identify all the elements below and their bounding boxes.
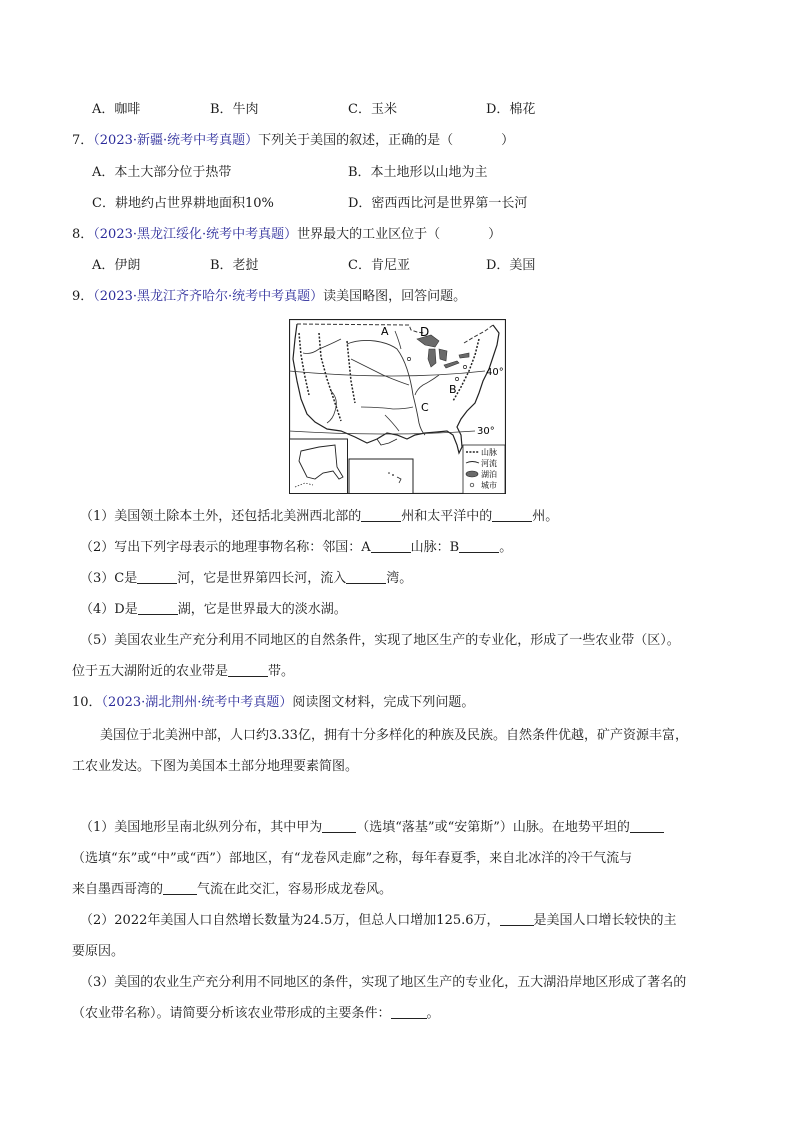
q8-option-c[interactable]: C．肯尼亚 — [348, 258, 410, 273]
q9-sub1-text-a: （1）美国领土除本土外，还包括北美洲西北部的 — [80, 509, 362, 524]
q9-sub1-text-c: 州。 — [532, 509, 559, 524]
q10-sub2-text-a: （2）2022年美国人口自然增长数量为24.5万，但总人口增加125.6万， — [80, 913, 500, 928]
lat-30-label: 30° — [477, 426, 495, 437]
q10-sub2-blank-1[interactable] — [500, 912, 534, 926]
q9-sub3-text-c: 湾。 — [386, 571, 413, 586]
q9-sub2-text-c: 。 — [499, 540, 513, 555]
q9-sub4-blank-1[interactable] — [138, 601, 178, 615]
q8-option-b[interactable]: B．老挝 — [210, 258, 259, 273]
q8-number: 8． — [72, 227, 94, 242]
q10-number: 10． — [72, 695, 102, 710]
q6-option-a[interactable]: A．咖啡 — [92, 102, 141, 117]
q7-option-d[interactable]: D．密西西比河是世界第一长河 — [348, 196, 528, 211]
map-label-d: D — [420, 325, 430, 339]
q6-option-b[interactable]: B．牛肉 — [210, 102, 259, 117]
q9-sub5-line1: （5）美国农业生产充分利用不同地区的自然条件，实现了地区生产的专业化，形成了一些农业带（区）。 — [80, 633, 680, 648]
q6-option-c[interactable]: C．玉米 — [348, 102, 397, 117]
q7-text-end: ） — [501, 133, 515, 148]
q8-text-end: ） — [488, 227, 502, 242]
q10-sub3-blank-1[interactable] — [391, 1005, 427, 1019]
q9-sub2-text-a: （2）写出下列字母表示的地理事物名称：邻国：A — [80, 540, 371, 555]
q7-option-c[interactable]: C．耕地约占世界耕地面积10% — [92, 196, 274, 211]
q7-option-b[interactable]: B．本土地形以山地为主 — [348, 165, 488, 180]
q10-stem — [72, 694, 474, 712]
q10-sub1-line1 — [80, 819, 664, 837]
q9-sub3-text-a: （3）C是 — [80, 571, 138, 586]
q9-sub5-line2 — [72, 663, 294, 681]
q10-sub2-line2: 要原因。 — [72, 944, 125, 959]
map-label-a: A — [381, 325, 389, 338]
q8-option-a[interactable]: A．伊朗 — [92, 258, 141, 273]
q9-sub4 — [80, 601, 347, 619]
q9-sub4-text-a: （4）D是 — [80, 602, 138, 617]
legend-river-label: 河流 — [481, 459, 497, 468]
q9-sub3-text-b: 河，它是世界第四长河，流入 — [177, 571, 347, 586]
q9-number: 9． — [72, 289, 94, 304]
q10-text: 阅读图文材料，完成下列问题。 — [292, 695, 475, 710]
q10-sub1-text-b: （选填“落基”或“安第斯”）山脉。在地势平坦的 — [356, 820, 630, 835]
lake-huron — [439, 349, 447, 361]
usa-sketch-map — [289, 319, 506, 494]
q8-text: 世界最大的工业区位于（ — [297, 227, 441, 242]
q9-stem — [72, 288, 466, 306]
q7-source: （2023·新疆·统考中考真题） — [93, 133, 259, 148]
q7-option-a[interactable]: A．本土大部分位于热带 — [92, 165, 232, 180]
legend-lake-symbol — [466, 471, 478, 477]
q9-source: （2023·黑龙江齐齐哈尔·统考中考真题） — [93, 289, 324, 304]
q9-sub2-text-b: 山脉：B — [410, 540, 460, 555]
q10-sub1-blank-1[interactable] — [322, 819, 356, 833]
q10-sub1-line3 — [72, 881, 392, 899]
q9-sub5-text-a: 位于五大湖附近的农业带是 — [72, 664, 229, 679]
q8-stem — [72, 226, 501, 244]
q10-sub3-line2 — [72, 1005, 440, 1023]
q10-sub1-text-c: 来自墨西哥湾的 — [72, 882, 164, 897]
q6-option-d[interactable]: D．棉花 — [486, 102, 536, 117]
legend-city-label: 城市 — [481, 481, 497, 490]
map-label-b: B — [449, 383, 457, 396]
q9-sub3-blank-1[interactable] — [137, 570, 177, 584]
q9-sub5-blank-1[interactable] — [228, 663, 268, 677]
q9-sub2-blank-2[interactable] — [459, 539, 499, 553]
q10-source: （2023·湖北荆州·统考中考真题） — [101, 695, 293, 710]
q9-sub1-text-b: 州和太平洋中的 — [401, 509, 493, 524]
q10-sub3-text-a: （农业带名称）。请简要分析该农业带形成的主要条件： — [72, 1006, 391, 1021]
q10-sub3-line1: （3）美国的农业生产充分利用不同地区的条件，实现了地区生产的专业化，五大湖沿岸地区形成了著名的 — [80, 975, 687, 990]
q9-sub1 — [80, 508, 558, 526]
q10-intro-line1: 美国位于北美洲中部，人口约3.33亿，拥有十分多样化的种族及民族。自然条件优越，矿产资源丰富， — [100, 728, 688, 743]
legend-mountain-label: 山脉 — [481, 448, 497, 457]
q7-text: 下列关于美国的叙述，正确的是（ — [258, 133, 454, 148]
q9-text: 读美国略图，回答问题。 — [323, 289, 467, 304]
hawaii-islet — [388, 472, 390, 474]
q8-option-d[interactable]: D．美国 — [486, 258, 536, 273]
q9-sub5-text-b: 带。 — [268, 664, 295, 679]
q8-source: （2023·黑龙江绥化·统考中考真题） — [93, 227, 298, 242]
q10-sub1-text-a: （1）美国地形呈南北纵列分布，其中甲为 — [80, 820, 323, 835]
q10-sub1-text-d: 气流在此交汇，容易形成龙卷风。 — [197, 882, 393, 897]
legend-lake-label: 湖泊 — [481, 470, 497, 479]
q9-sub3 — [80, 570, 412, 588]
q7-stem — [72, 132, 514, 150]
q9-sub3-blank-2[interactable] — [346, 570, 386, 584]
map-label-c: C — [421, 401, 429, 414]
q9-sub1-blank-2[interactable] — [492, 508, 532, 522]
q9-sub2 — [80, 539, 512, 557]
q10-sub2-line1 — [80, 912, 677, 930]
q9-sub1-blank-1[interactable] — [361, 508, 401, 522]
q10-sub1-blank-3[interactable] — [163, 881, 197, 895]
hawaii-islet — [392, 474, 394, 476]
q10-sub2-text-b: 是美国人口增长较快的主 — [533, 913, 677, 928]
hawaii-inset — [349, 459, 413, 494]
q10-sub3-text-b: 。 — [426, 1006, 440, 1021]
lat-40-label: 40° — [486, 367, 504, 378]
q10-intro-line2: 工农业发达。下图为美国本土部分地理要素简图。 — [72, 759, 359, 774]
q10-sub1-line2: （选填“东”或“中”或“西”）部地区，有“龙卷风走廊”之称，每年春夏季，来自北冰洋的冷干气流与 — [72, 851, 633, 866]
q10-sub1-blank-2[interactable] — [630, 819, 664, 833]
q9-sub2-blank-1[interactable] — [371, 539, 411, 553]
q9-sub4-text-b: 湖，它是世界最大的淡水湖。 — [177, 602, 347, 617]
q7-number: 7． — [72, 133, 94, 148]
